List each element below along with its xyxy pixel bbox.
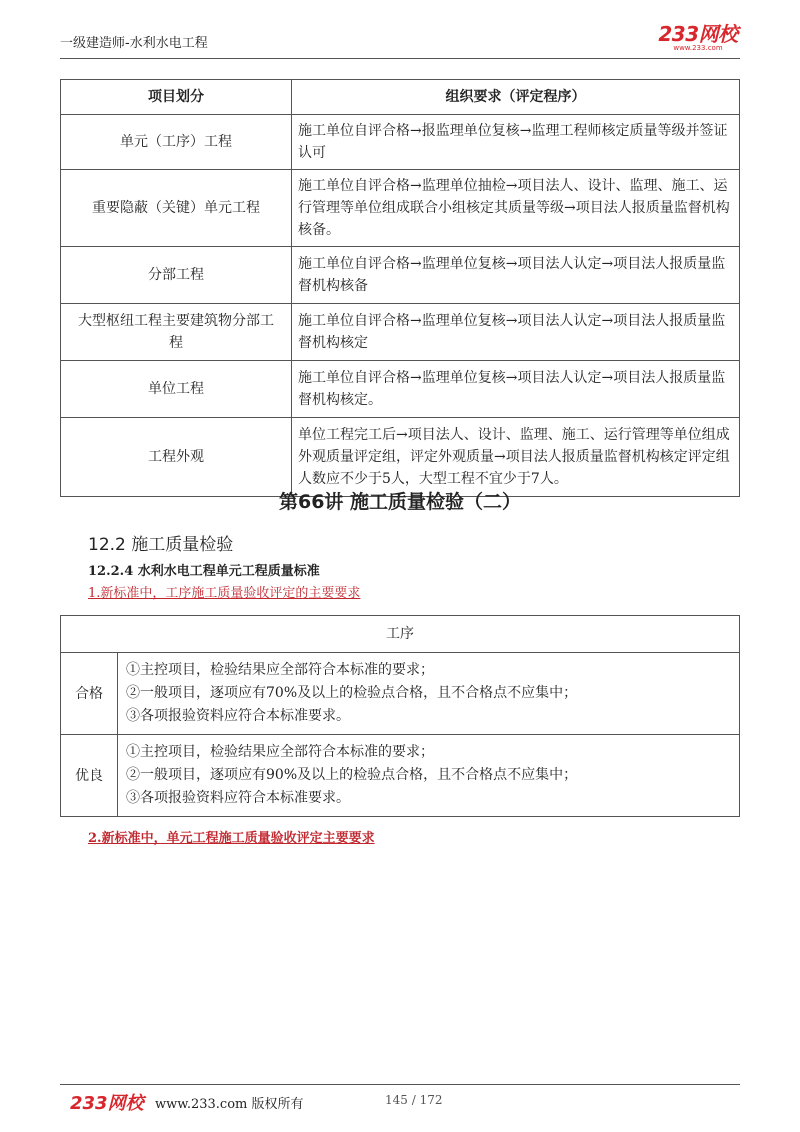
red-heading-unit-requirements: 2.新标准中，单元工程施工质量验收评定主要要求 [88, 831, 375, 846]
table-row [61, 361, 740, 418]
footer-logo[interactable]: 233网校 [70, 1093, 144, 1114]
red-heading-process-requirements: 1.新标准中，工序施工质量验收评定的主要要求 [88, 586, 361, 601]
requirement-line: ①主控项目，检验结果应全部符合本标准的要求； [126, 662, 434, 678]
column-header: 组织要求（评定程序） [292, 80, 740, 115]
item-cell: 大型枢纽工程主要建筑物分部工程 [61, 304, 292, 361]
requirement-line: ②一般项目，逐项应有70%及以上的检验点合格，且不合格点不应集中； [126, 685, 578, 701]
table-header-row [61, 80, 740, 115]
requirement-line: ③各项报验资料应符合本标准要求。 [126, 708, 350, 724]
item-cell: 重要隐蔽（关键）单元工程 [61, 170, 292, 247]
requirement-cell: 单位工程完工后→项目法人、设计、监理、施工、运行管理等单位组成外观质量评定组，评定外观质量→项目法人报质量监督机构核定评定组人数应不少于5人，大型工程不宜少于7人。 [292, 418, 740, 497]
table-row [61, 418, 740, 497]
table-row [61, 170, 740, 247]
table-row [61, 247, 740, 304]
lecture-title: 第66讲 施工质量检验（二） [278, 491, 522, 513]
item-cell: 工程外观 [61, 418, 292, 497]
item-cell: 分部工程 [61, 247, 292, 304]
logo-text: 233网校 [658, 22, 738, 46]
item-cell: 单位工程 [61, 361, 292, 418]
logo-url: www.233.com [673, 44, 723, 52]
requirement-cell: 施工单位自评合格→监理单位复核→项目法人认定→项目法人报质量监督机构核定。 [292, 361, 740, 418]
column-header: 工序 [61, 616, 740, 653]
page-header [60, 20, 740, 59]
requirement-line: ①主控项目，检验结果应全部符合本标准的要求； [126, 744, 434, 760]
process-standard-table [60, 615, 740, 817]
table-header-row [61, 616, 740, 653]
requirement-cell: 施工单位自评合格→监理单位复核→项目法人认定→项目法人报质量监督机构核定 [292, 304, 740, 361]
requirement-cell: 施工单位自评合格→报监理单位复核→监理工程师核定质量等级并签证认可 [292, 115, 740, 170]
page-number: 145 / 172 [385, 1093, 443, 1107]
table-row [61, 653, 740, 735]
grade-label: 优良 [61, 735, 118, 817]
requirement-line: ②一般项目，逐项应有90%及以上的检验点合格，且不合格点不应集中； [126, 767, 578, 783]
section-heading: 12.2 施工质量检验 [88, 535, 234, 555]
header-title: 一级建造师-水利水电工程 [60, 36, 208, 51]
column-header: 项目划分 [61, 80, 292, 115]
grade-label: 合格 [61, 653, 118, 735]
table-row [61, 735, 740, 817]
requirement-line: ③各项报验资料应符合本标准要求。 [126, 790, 350, 806]
item-cell: 单元（工序）工程 [61, 115, 292, 170]
table-row [61, 115, 740, 170]
brand-logo[interactable] [656, 24, 740, 52]
requirement-cell: 施工单位自评合格→监理单位抽检→项目法人、设计、监理、施工、运行管理等单位组成联合小组核定其质量等级→项目法人报质量监督机构核备。 [292, 170, 740, 247]
evaluation-procedure-table [60, 79, 740, 497]
subsection-heading: 12.2.4 水利水电工程单元工程质量标准 [88, 564, 320, 579]
grade-requirements [118, 735, 740, 817]
page-footer [60, 1084, 740, 1125]
requirement-cell: 施工单位自评合格→监理单位复核→项目法人认定→项目法人报质量监督机构核备 [292, 247, 740, 304]
table-row [61, 304, 740, 361]
copyright-text: www.233.com 版权所有 [155, 1097, 304, 1112]
grade-requirements [118, 653, 740, 735]
